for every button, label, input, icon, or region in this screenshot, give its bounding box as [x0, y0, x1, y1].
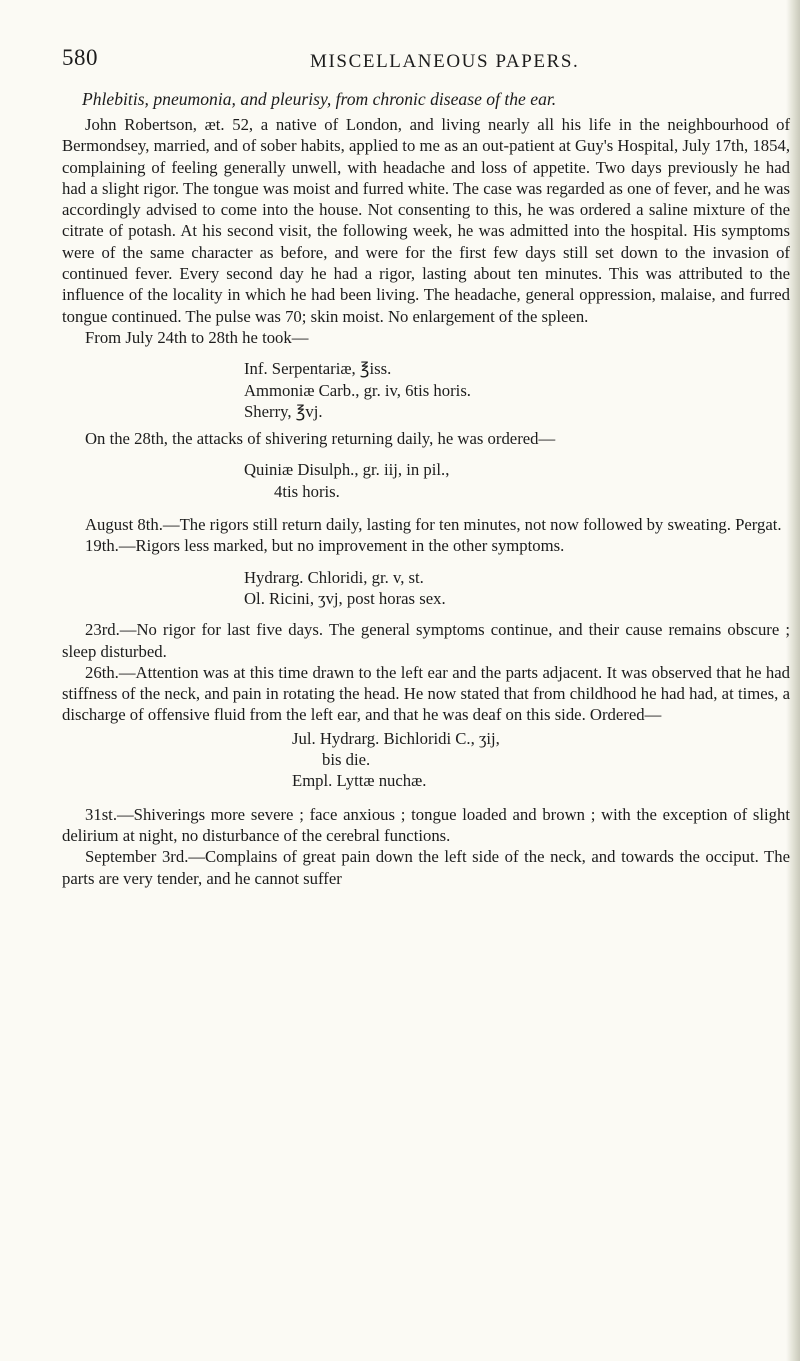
entry-july-24: From July 24th to 28th he took—	[85, 327, 309, 347]
prescription-3	[244, 567, 790, 610]
prescription-line: bis die.	[322, 750, 371, 770]
entry-august-26: 26th.—Attention was at this time drawn to the left ear and the parts adjacent. It was observed that he had stiffness of the neck, and pain in rotating the head. He now stated that from childhood he had had, at times, a discharge of offensive fluid from the left ear, and that he was deaf on this side. Ordered—	[62, 662, 790, 725]
case-intro-paragraph: John Robertson, æt. 52, a native of London, and living nearly all his life in the neighbourhood of Bermondsey, married, and of sober habits, applied to me as an out-patient at Guy's Hospital, July 17th, 1854, complaining of feeling generally unwell, with headache and loss of appetite. Two days previously he had had a slight rigor. The tongue was moist and furred white. The case was regarded as one of fever, and he was accordingly advised to come into the house. Not consenting to this, he was ordered a saline mixture of the citrate of potash. At his second visit, the following week, he was admitted into the hospital. His symptoms were of the same character as before, and were for the first few days still set down to the invasion of continued fever. Every second day he had a rigor, lasting about ten minutes. This was attributed to the influence of the locality in which he had been living. The headache, general oppression, malaise, and furred tongue continued. The pulse was 70; skin moist. No enlargement of the spleen.	[62, 115, 790, 326]
prescription-line: Inf. Serpentariæ, ℥iss.	[244, 359, 392, 379]
case-title: Phlebitis, pneumonia, and pleurisy, from chronic disease of the ear.	[82, 89, 557, 109]
entry-august-31: 31st.—Shiverings more severe ; face anxious ; tongue loaded and brown ; with the exception of slight delirium at night, no disturbance of the cerebral functions.	[62, 804, 790, 845]
entry-august-23: 23rd.—No rigor for last five days. The general symptoms continue, and their cause remains obscure ; sleep disturbed.	[62, 620, 790, 661]
book-page	[62, 45, 790, 889]
entry-august-8: August 8th.—The rigors still return daily, lasting for ten minutes, not now followed by sweating. Pergat.	[85, 515, 782, 535]
prescription-line: 4tis horis.	[274, 481, 340, 501]
prescription-4	[292, 728, 790, 792]
prescription-line: Sherry, ℥vj.	[244, 401, 323, 421]
entry-august-19: 19th.—Rigors less marked, but no improvement in the other symptoms.	[85, 536, 565, 556]
running-head: MISCELLANEOUS PAPERS.	[310, 51, 580, 72]
prescription-line: Jul. Hydrarg. Bichloridi C., ʒij,	[292, 728, 500, 748]
prescription-1	[244, 358, 790, 422]
page-number: 580	[62, 45, 98, 70]
prescription-line: Ammoniæ Carb., gr. iv, 6tis horis.	[244, 380, 471, 400]
entry-july-28: On the 28th, the attacks of shivering returning daily, he was ordered—	[85, 429, 556, 449]
prescription-line: Quiniæ Disulph., gr. iij, in pil.,	[244, 460, 450, 480]
prescription-line: Hydrarg. Chloridi, gr. v, st.	[244, 567, 424, 587]
entry-september-3: September 3rd.—Complains of great pain down the left side of the neck, and towards the occiput. The parts are very tender, and he cannot suffer	[62, 847, 790, 888]
page-header	[62, 45, 790, 81]
prescription-2	[244, 459, 790, 502]
prescription-line: Ol. Ricini, ʒvj, post horas sex.	[244, 588, 446, 608]
prescription-line: Empl. Lyttæ nuchæ.	[292, 771, 427, 791]
